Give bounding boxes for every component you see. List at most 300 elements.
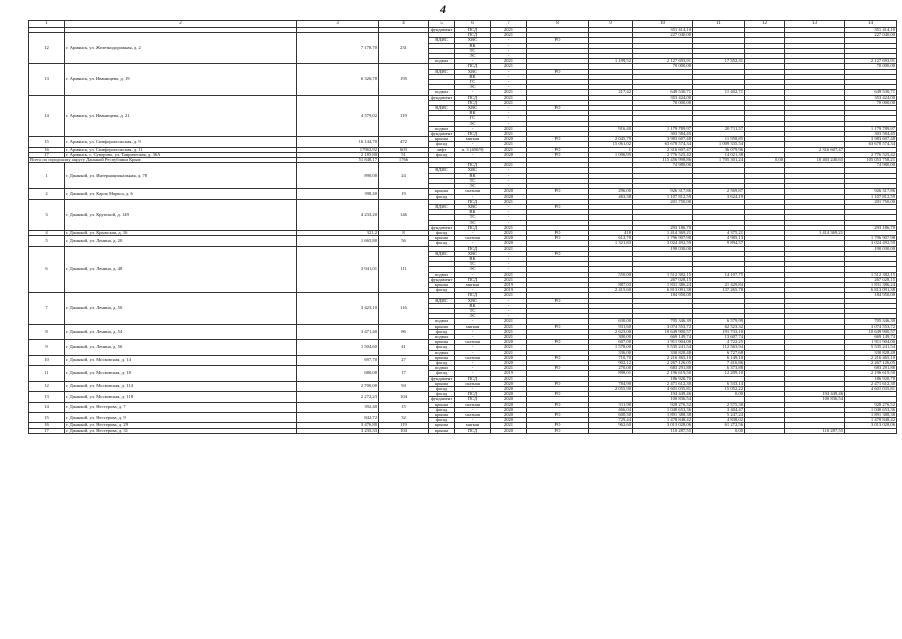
address: г. Джанкой, ул. Нестерова, д. 9	[65, 413, 297, 423]
cost: 4 601 035,81	[633, 387, 693, 392]
work-kind: -	[455, 90, 491, 95]
work-type: подвал	[429, 350, 455, 355]
volume: 1	[589, 147, 633, 152]
year: 2021	[491, 319, 527, 324]
year: 2021	[491, 95, 527, 100]
funding-source: РО	[527, 402, 589, 407]
unit-cost: 6 579,99	[693, 319, 745, 324]
row-number: 11	[29, 366, 65, 382]
unit-cost: 14 021,38	[693, 152, 745, 157]
total-area: 890,00	[297, 163, 379, 189]
address: г. Джанкой, ул. Интернациональная, д. 78	[65, 163, 297, 189]
header-cell: 4	[379, 21, 429, 28]
cost: 1 179 789,97	[633, 126, 693, 131]
work-kind: ВК	[455, 210, 491, 215]
total-area: 697,70	[297, 355, 379, 365]
work-kind: -	[455, 142, 491, 147]
year: 2021	[491, 277, 527, 282]
volume: 466,04	[589, 407, 633, 412]
cost: 303 584,45	[633, 132, 693, 137]
year: 2021	[491, 230, 527, 235]
work-kind: -	[455, 371, 491, 376]
funding-source: РО	[527, 204, 589, 209]
work-kind: ПСД	[455, 225, 491, 230]
unit-cost: 6 533,14	[693, 381, 745, 386]
volume: 418	[589, 230, 633, 235]
year: 2021	[491, 272, 527, 277]
work-type: лифт	[429, 147, 455, 152]
work-type: ВДИС	[429, 168, 455, 173]
cost: 74 980,00	[633, 163, 693, 168]
col14: 926 317,86	[845, 189, 897, 194]
unit-cost: 5 247,24	[693, 413, 745, 418]
header-cell: 12	[745, 21, 785, 28]
cost: 1 040 653,36	[633, 407, 693, 412]
work-type: подвал	[429, 334, 455, 339]
work-kind: ПСД	[455, 277, 491, 282]
cost: 70 000,00	[633, 100, 693, 105]
col14: 1 478 848,42	[845, 418, 897, 423]
work-kind: ЭС	[455, 85, 491, 90]
cost: 330 828,48	[633, 350, 693, 355]
work-type: ВДИС	[429, 204, 455, 209]
work-type: ВДИС	[429, 298, 455, 303]
year: -	[491, 308, 527, 313]
work-type: фасад	[429, 387, 455, 392]
cost: 649 530,71	[633, 90, 693, 95]
work-type: крыша	[429, 423, 455, 428]
total-area: 842,72	[297, 413, 379, 423]
col14: 3 024 492,59	[845, 241, 897, 246]
work-kind: -	[455, 230, 491, 235]
col14: 2 471 612,30	[845, 381, 897, 386]
total-label: Всего по городскому округу Джанкой Республики Крым:	[29, 158, 297, 163]
funding-source: РО	[527, 137, 589, 142]
address: г. Джанкой, ул. Ленина, д. 54	[65, 324, 297, 340]
unit-cost: 3 404,47	[693, 407, 745, 412]
work-kind: ХВС	[455, 168, 491, 173]
funding-source: РО	[527, 355, 589, 360]
work-type: подвал	[429, 126, 455, 131]
work-kind: ПСД	[455, 246, 491, 251]
work-type: фасад	[429, 407, 455, 412]
cost: 2 776 525,42	[633, 152, 693, 157]
year: 2021	[491, 33, 527, 38]
work-type: фасад	[429, 329, 455, 334]
work-kind: ХВС	[455, 298, 491, 303]
page-number: 4	[440, 2, 446, 16]
total-area: 3 941,01	[297, 246, 379, 293]
year: -	[491, 215, 527, 220]
col14: 669 149,74	[845, 334, 897, 339]
year: 2021	[491, 350, 527, 355]
total-area: 3 235,33	[297, 428, 379, 433]
address: г. Джанкой, ул. Нестерова, д. 7	[65, 402, 297, 412]
col14: 683 291,88	[845, 366, 897, 371]
col14: 10 649 900,57	[845, 329, 897, 334]
year: 2019	[491, 371, 527, 376]
cost: 267 028,15	[633, 277, 693, 282]
year: 2020	[491, 387, 527, 392]
work-kind: -	[455, 387, 491, 392]
col14: 70 000,00	[845, 100, 897, 105]
unit-cost: 6 727,68	[693, 350, 745, 355]
unit-cost: 4 722,25	[693, 340, 745, 345]
address: г. Армянск, ул. Иванищева, д. 21	[65, 95, 297, 137]
work-kind: скатная	[455, 402, 491, 407]
resident-count: 56	[379, 236, 429, 246]
cost: 201 750,00	[633, 199, 693, 204]
col14: 1 040 653,36	[845, 407, 897, 412]
work-kind: ЭС	[455, 314, 491, 319]
volume: 296,00	[589, 189, 633, 194]
work-type: фундамент	[429, 95, 455, 100]
work-type: крыша	[429, 340, 455, 345]
cost: 2 216 465,10	[633, 355, 693, 360]
header-cell: 9	[589, 21, 633, 28]
volume: 217,42	[589, 90, 633, 95]
work-type: фасад	[429, 345, 455, 350]
work-type: подвал	[429, 272, 455, 277]
cost: 100 836,54	[633, 397, 693, 402]
col14: 1 179 789,97	[845, 126, 897, 131]
work-kind: скатная	[455, 189, 491, 194]
year: 2020	[491, 137, 527, 142]
unit-cost: 11 402,71	[693, 90, 745, 95]
work-type: подвал	[429, 59, 455, 64]
address: г. Джанкой, ул. Карла Маркса, д. 6	[65, 189, 297, 199]
year: -	[491, 80, 527, 85]
work-kind: -	[455, 59, 491, 64]
year: 2020	[491, 428, 527, 433]
col12	[745, 428, 785, 433]
work-type: ВДИС	[429, 38, 455, 43]
col14: 2 216 465,10	[845, 355, 897, 360]
header-cell: 7	[491, 21, 527, 28]
total-area: 16 144,70	[297, 137, 379, 147]
header-cell: 5	[429, 21, 455, 28]
cost: 1 414 369,21	[633, 230, 693, 235]
cost: 184 950,00	[633, 293, 693, 298]
funding-source: РО	[527, 366, 589, 371]
work-kind: -	[455, 194, 491, 199]
work-kind: скатная	[455, 355, 491, 360]
address: г. Джанкой, ул. Нестерова, д. 31	[65, 428, 297, 433]
work-kind: ПСД	[455, 132, 491, 137]
year: 2020	[491, 355, 527, 360]
work-type: крыша	[429, 137, 455, 142]
funding-source: РО	[527, 230, 589, 235]
year: -	[491, 168, 527, 173]
work-kind: мягкая	[455, 423, 491, 428]
work-kind: ПСД	[455, 199, 491, 204]
total-area: 6 326,78	[297, 64, 379, 95]
unit-cost: 17 352,31	[693, 59, 745, 64]
row-number: 13	[29, 64, 65, 95]
unit-cost: 21 429,84	[693, 282, 745, 287]
work-type: фундамент	[429, 132, 455, 137]
register-sheet	[28, 20, 896, 632]
col14: 186 920,70	[845, 376, 897, 381]
funding-source: РО	[527, 189, 589, 194]
address: г. Джанкой, ул. Ленина, д. 20	[65, 236, 297, 246]
header-cell: 13	[785, 21, 845, 28]
work-kind: ЭС	[455, 267, 491, 272]
year: -	[491, 204, 527, 209]
volume: 729,44	[589, 418, 633, 423]
funding-source: РО	[527, 251, 589, 256]
volume: 887,03	[589, 282, 633, 287]
work-type: подвал	[429, 90, 455, 95]
total-count: 1766	[379, 158, 429, 163]
col14: 330 828,48	[845, 350, 897, 355]
cost: 186 920,70	[633, 376, 693, 381]
resident-count: 146	[379, 199, 429, 230]
year: -	[491, 54, 527, 59]
unit-cost: 4 985,13	[693, 236, 745, 241]
funding-source: РО	[527, 392, 589, 397]
total-area: 398,40	[297, 189, 379, 199]
year: 2020	[491, 152, 527, 157]
year: -	[491, 74, 527, 79]
resident-count: 119	[379, 95, 429, 137]
volume: 600,30	[589, 413, 633, 418]
resident-count: 8	[379, 230, 429, 235]
col13: 2 316 607,47	[785, 147, 845, 152]
year: 2020	[491, 189, 527, 194]
work-type: фасад	[429, 418, 455, 423]
volume: 607,00	[589, 340, 633, 345]
total-area: 392,40	[297, 402, 379, 412]
col14: 1 796 907,98	[845, 236, 897, 241]
work-type: фундамент	[429, 376, 455, 381]
volume: 931,60	[589, 324, 633, 329]
work-kind: ТС	[455, 48, 491, 53]
year: -	[491, 116, 527, 121]
row-number: 16	[29, 147, 65, 152]
cost: 705 346,39	[633, 319, 693, 324]
year: 2021	[491, 28, 527, 33]
year: -	[491, 303, 527, 308]
year: 2021	[491, 59, 527, 64]
work-type: подвал	[429, 366, 455, 371]
unit-cost: 61 272,56	[693, 423, 745, 428]
work-type: фасад	[429, 142, 455, 147]
unit-cost: 20 711,57	[693, 126, 745, 131]
work-kind: ВК	[455, 111, 491, 116]
total-area: 2 700,00	[297, 381, 379, 391]
work-type: крыша	[429, 355, 455, 360]
resident-count: 119	[379, 423, 429, 428]
work-kind: -	[455, 334, 491, 339]
funding-source: РО	[527, 106, 589, 111]
volume: 311,90	[589, 402, 633, 407]
work-kind: ВК	[455, 173, 491, 178]
cost: 227 040,00	[633, 33, 693, 38]
funding-source: РО	[527, 147, 589, 152]
row-number: 12	[29, 381, 65, 391]
volume: 916,40	[589, 126, 633, 131]
work-kind: ХВС	[455, 204, 491, 209]
total-area: 3 471,40	[297, 324, 379, 340]
funding-source: РО	[527, 236, 589, 241]
row-number: 13	[29, 392, 65, 402]
volume: 630,00	[589, 319, 633, 324]
cost: 3 074 553,72	[633, 324, 693, 329]
work-type: крыша	[429, 402, 455, 407]
row-number: 17	[29, 428, 65, 433]
resident-count: 111	[379, 246, 429, 293]
address: г. Джанкой, ул. Ленина, д. 50	[65, 293, 297, 324]
resident-count: 195	[379, 64, 429, 95]
table-row	[29, 428, 897, 433]
table-body	[29, 21, 897, 434]
year: 2019	[491, 282, 527, 287]
header-cell: 11	[693, 21, 745, 28]
unit-cost: 2 569,87	[693, 189, 745, 194]
col14: 70 000,00	[845, 64, 897, 69]
cost: 3 024 492,59	[633, 241, 693, 246]
row-number: 9	[29, 340, 65, 356]
row-number: 3	[29, 199, 65, 230]
work-kind: п. 3 (400/9)	[455, 147, 491, 152]
work-kind: скатная	[455, 381, 491, 386]
col14: 353 424,00	[845, 95, 897, 100]
year: 2021	[491, 329, 527, 334]
resident-count: 27	[379, 355, 429, 365]
row-number: 5	[29, 236, 65, 246]
row-number: 1	[29, 163, 65, 189]
work-type: крыша	[429, 413, 455, 418]
col14: 2 267 126,05	[845, 361, 897, 366]
volume: 15 061,02	[589, 142, 633, 147]
unit-cost: 13 607,74	[693, 334, 745, 339]
work-kind: -	[455, 350, 491, 355]
address: г. Армянск, ул. Симферопольская, д. 9	[65, 137, 297, 147]
volume: 336,00	[589, 350, 633, 355]
year: 2020	[491, 236, 527, 241]
row-number: 6	[29, 246, 65, 293]
resident-count: 24	[379, 163, 429, 189]
header-cell: 3	[297, 21, 379, 28]
address: г. Джанкой, ул. Крупской, д. 149	[65, 199, 297, 230]
cost: 10 649 900,57	[633, 329, 693, 334]
col14: 705 346,39	[845, 319, 897, 324]
year: 2021	[491, 345, 527, 350]
year: 2020	[491, 402, 527, 407]
funding-source: РО	[527, 413, 589, 418]
work-type: фасад	[429, 371, 455, 376]
row-number: 12	[29, 33, 65, 64]
year: 2021	[491, 142, 527, 147]
work-kind: -	[455, 329, 491, 334]
col14: 351 414,10	[845, 28, 897, 33]
col14: 1 911 904,00	[845, 340, 897, 345]
unit-cost: 3 624,19	[693, 194, 745, 199]
cost: 351 414,10	[633, 28, 693, 33]
row-number: 7	[29, 293, 65, 324]
address: г. Джанкой, ул. Ленина, д. 48	[65, 246, 297, 293]
year: -	[491, 220, 527, 225]
cost: 1 478 848,42	[633, 418, 693, 423]
row-number: 2	[29, 189, 65, 199]
cost: 5 535 241,54	[633, 345, 693, 350]
total-col12: 0,00	[745, 158, 785, 163]
work-type: ВДИС	[429, 251, 455, 256]
year: 2020	[491, 241, 527, 246]
year: 2021	[491, 246, 527, 251]
work-kind: мягкая	[455, 324, 491, 329]
year: -	[491, 314, 527, 319]
work-kind: ПСД	[455, 163, 491, 168]
cost: 3 983 607,48	[633, 137, 693, 142]
work-type: фундамент	[429, 28, 455, 33]
year: 2020	[491, 407, 527, 412]
work-type: крыша	[429, 324, 455, 329]
col14: 227 040,00	[845, 33, 897, 38]
total-area: 321,2	[297, 230, 379, 235]
year: 2021	[491, 64, 527, 69]
volume: 612,70	[589, 236, 633, 241]
work-kind: ТС	[455, 262, 491, 267]
col14: 1 512 382,15	[845, 272, 897, 277]
resident-count: 603	[379, 147, 429, 152]
cost: 1 512 382,15	[633, 272, 693, 277]
column-number-row	[29, 21, 897, 28]
resident-count: 104	[379, 428, 429, 433]
year: -	[491, 262, 527, 267]
work-type: крыша	[429, 282, 455, 287]
col14: 201 750,00	[845, 199, 897, 204]
year: 2021	[491, 225, 527, 230]
work-kind: ТС	[455, 308, 491, 313]
funding-source: РО	[527, 298, 589, 303]
volume: 710,70	[589, 355, 633, 360]
work-kind: -	[455, 407, 491, 412]
address: г. Джанкой, ул. Московская, д. 114	[65, 381, 297, 391]
capital-repair-table	[28, 20, 897, 434]
year: -	[491, 251, 527, 256]
year: -	[491, 48, 527, 53]
unit-cost: 191 733,10	[693, 329, 745, 334]
work-type: фундамент	[429, 277, 455, 282]
col14: 1 107 812,59	[845, 194, 897, 199]
year: -	[491, 210, 527, 215]
year: 2020	[491, 418, 527, 423]
work-kind: ВК	[455, 43, 491, 48]
volume: 962,60	[589, 423, 633, 428]
col14: 2 127 693,91	[845, 59, 897, 64]
volume: 550,00	[589, 272, 633, 277]
work-kind: ПСД	[455, 64, 491, 69]
col14: 3 074 553,72	[845, 324, 897, 329]
address: г. Джанкой, ул. Нестерова, д. 29	[65, 423, 297, 428]
cost: 110 287,55	[633, 428, 693, 433]
year: 2020	[491, 194, 527, 199]
cost: 293 186,70	[633, 225, 693, 230]
unit-cost: 9 894,57	[693, 241, 745, 246]
total-cost: 115 456 998,86	[633, 158, 693, 163]
cost: 683 291,88	[633, 366, 693, 371]
funding-source: РО	[527, 423, 589, 428]
work-kind: ЭС	[455, 184, 491, 189]
header-cell: 2	[65, 21, 297, 28]
work-type: фасад	[429, 288, 455, 293]
work-type: ВДИС	[429, 69, 455, 74]
resident-count: 15	[379, 402, 429, 412]
work-kind: -	[455, 345, 491, 350]
work-kind: ГС	[455, 116, 491, 121]
